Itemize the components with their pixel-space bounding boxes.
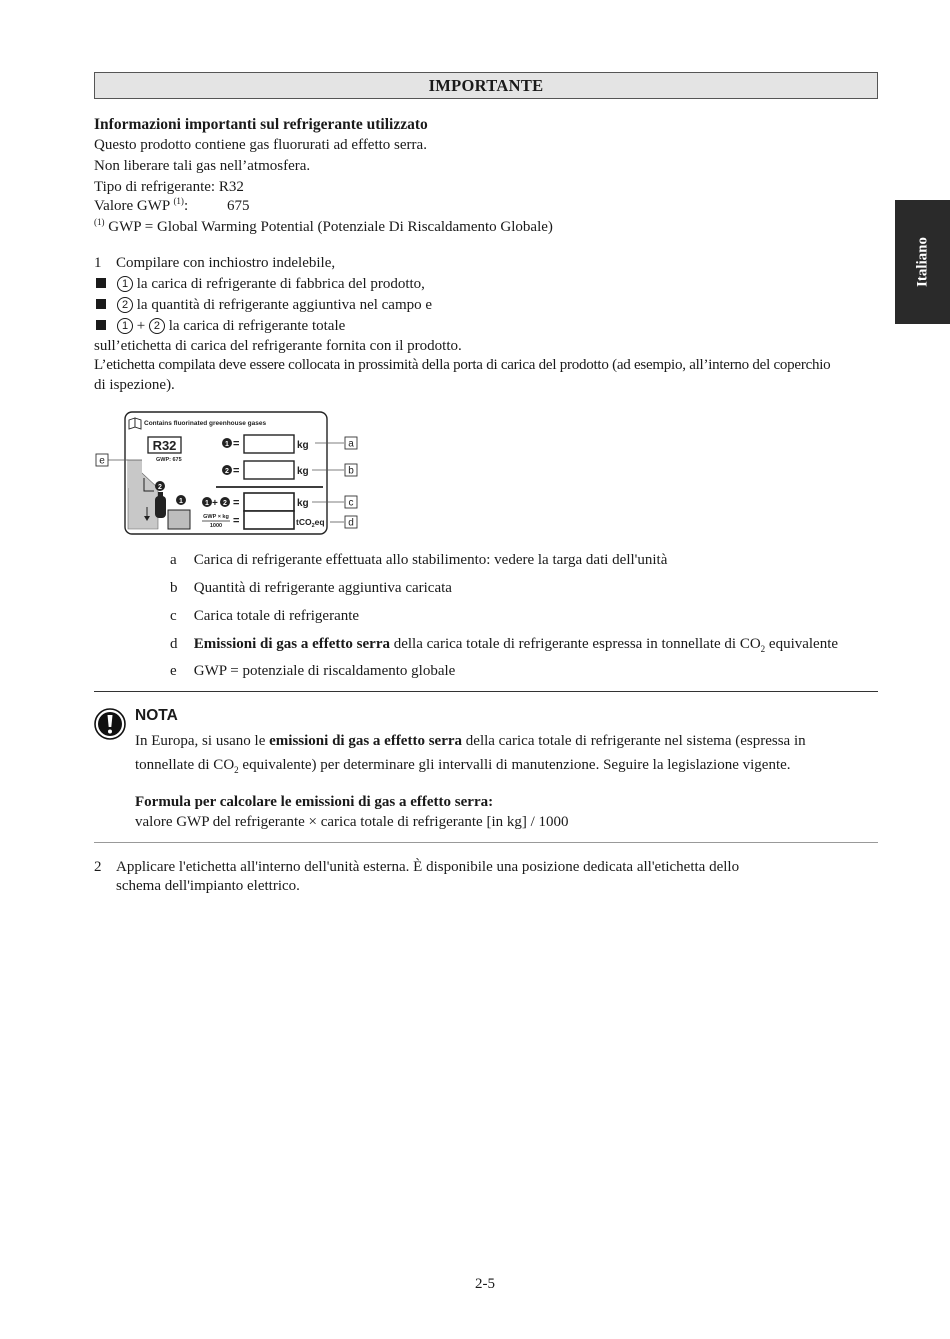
legend-text: Quantità di refrigerante aggiuntiva caricata [193,580,452,596]
legend-item [170,634,838,654]
legend-text-bold: Emissioni di gas a effetto serra [193,636,390,652]
row-b-equals: = [233,465,240,477]
svg-text:1: 1 [179,498,183,505]
step-1-after-line-3: di ispezione). [94,377,175,393]
divider [94,842,878,843]
gwp-value-line [94,196,188,216]
unit-box [168,510,190,529]
bullet-square [96,320,106,330]
nota-text: della carica totale di refrigerante nel sistema (espressa in [462,733,806,749]
formula-title: Formula per calcolare le emissioni di gas a effetto serra: [135,794,494,810]
row-d-equals: = [233,515,240,527]
svg-text:d: d [348,517,354,529]
circled-number: 1 [117,318,133,334]
step-1-after-line-1: sull’etichetta di carica del refrigerante fornita con il prodotto. [94,338,462,354]
svg-text:b: b [348,465,354,477]
language-side-tab-label: Italiano [914,236,930,288]
footnote-text: GWP = Global Warming Potential (Potenziale Di Riscaldamento Globale) [104,219,553,235]
step-2-line-1: Applicare l'etichetta all'interno dell'unità esterna. È disponibile una posizione dedicata all'etichetta dello [116,859,740,875]
circled-number: 1 [117,276,133,292]
gwp-colon: : [183,198,189,214]
svg-text:1: 1 [205,500,209,507]
important-banner: IMPORTANTE [94,72,878,99]
gwp-label: Valore GWP [94,198,170,214]
row-b-kg: kg [297,466,309,477]
legend-key: b [170,580,178,596]
step-1-number: 1 [94,255,102,271]
row-c-equals: = [233,497,240,509]
step-2-number: 2 [94,859,102,875]
nota-text: In Europa, si usano le [135,733,270,749]
legend-text: GWP = potenziale di riscaldamento globale [193,663,456,679]
legend-item [170,578,452,598]
circled-number: 2 [149,318,165,334]
svg-text:2: 2 [158,484,162,491]
svg-text:1: 1 [225,441,229,448]
label-header: Contains fluorinated greenhouse gases [144,420,267,427]
nota-text: equivalente) per determinare gli intervalli di manutenzione. Seguire la legislazione vigente. [238,757,791,773]
footnote-marker: (1) [94,217,105,227]
svg-text:e: e [99,455,105,467]
legend-text: della carica totale di refrigerante espressa in tonnellate di CO [389,636,761,652]
list-item [96,316,345,336]
legend-key: e [170,663,177,679]
list-item [96,295,432,315]
row-c-kg: kg [297,498,309,509]
label-gwp: GWP: 675 [156,457,182,463]
list-item-text: la carica di refrigerante totale [168,318,346,334]
step-1-text: Compilare con inchiostro indelebile, [116,255,336,271]
nota-subscript: 2 [234,765,239,775]
legend-key: d [170,636,178,652]
callout-b [345,464,357,477]
callout-a [345,437,357,450]
bullet-square [96,278,106,288]
nota-text-bold: emissioni di gas a effetto serra [269,733,463,749]
circled-number: 2 [117,297,133,313]
legend-item [170,661,455,681]
row-d-field [244,511,294,529]
row-c-plus: + [212,498,218,509]
svg-text:a: a [348,438,354,450]
callout-d [345,516,357,529]
plus-sign: + [136,318,146,334]
legend-item [170,606,359,626]
section-title: Informazioni importanti sul refrigerante utilizzato [94,116,428,133]
row-d-unit: tCO$_2$eq [296,517,325,529]
row-a-kg: kg [297,440,309,451]
legend-key: a [170,552,177,568]
row-d-1000: 1000 [209,523,223,529]
callout-c [345,496,357,509]
gas-cylinder-icon [155,496,166,518]
intro-line-2: Non liberare tali gas nell’atmosfera. [94,158,311,174]
legend-text: Carica totale di refrigerante [193,608,360,624]
refrigerant-label-figure [94,408,364,540]
divider [94,691,878,692]
row-b-field [244,461,294,479]
gwp-value: 675 [227,198,250,214]
legend-text-tail: equivalente [765,636,839,652]
nota-line-1 [135,731,806,751]
formula-text: valore GWP del refrigerante × carica totale di refrigerante [in kg] / 1000 [135,814,569,830]
callout-e [96,454,108,467]
row-a-field [244,435,294,453]
bullet-square [96,299,106,309]
svg-text:2: 2 [225,468,229,475]
list-item [96,274,425,294]
nota-text: tonnellate di CO [135,757,235,773]
page-number: 2-5 [475,1276,495,1292]
row-a-equals: = [233,438,240,450]
svg-text:c: c [348,497,354,509]
intro-line-1: Questo prodotto contiene gas fluorurati ad effetto serra. [94,137,427,153]
step-2-line-2: schema dell'impianto elettrico. [116,878,300,894]
language-side-tab [895,200,950,324]
warning-exclamation-icon [94,708,126,740]
manual-book-icon [129,418,141,429]
row-d-gwp-x-kg: GWP × kg [203,514,229,520]
row-c-field [244,493,294,511]
legend-key: c [170,608,177,624]
svg-text:2: 2 [223,500,227,507]
refrigerant-type: Tipo di refrigerante: R32 [94,179,244,195]
step-1-after-line-2: L’etichetta compilata deve essere collocata in prossimità della porta di carica del prodotto (ad esempio, all’interno del coperchio [94,357,831,373]
legend-subscript: 2 [760,644,766,654]
nota-title: NOTA [135,707,178,724]
label-refrigerant: R32 [152,438,177,453]
triangle-top [128,460,142,488]
legend-item [170,550,667,570]
gwp-footnote-ref: (1) [173,196,184,206]
list-item-text: la quantità di refrigerante aggiuntiva nel campo e [136,297,433,313]
list-item-text: la carica di refrigerante di fabbrica del prodotto, [136,276,425,292]
gwp-footnote [94,217,553,237]
legend-text: Carica di refrigerante effettuata allo stabilimento: vedere la targa dati dell'unità [193,552,668,568]
nota-line-2 [135,755,791,775]
